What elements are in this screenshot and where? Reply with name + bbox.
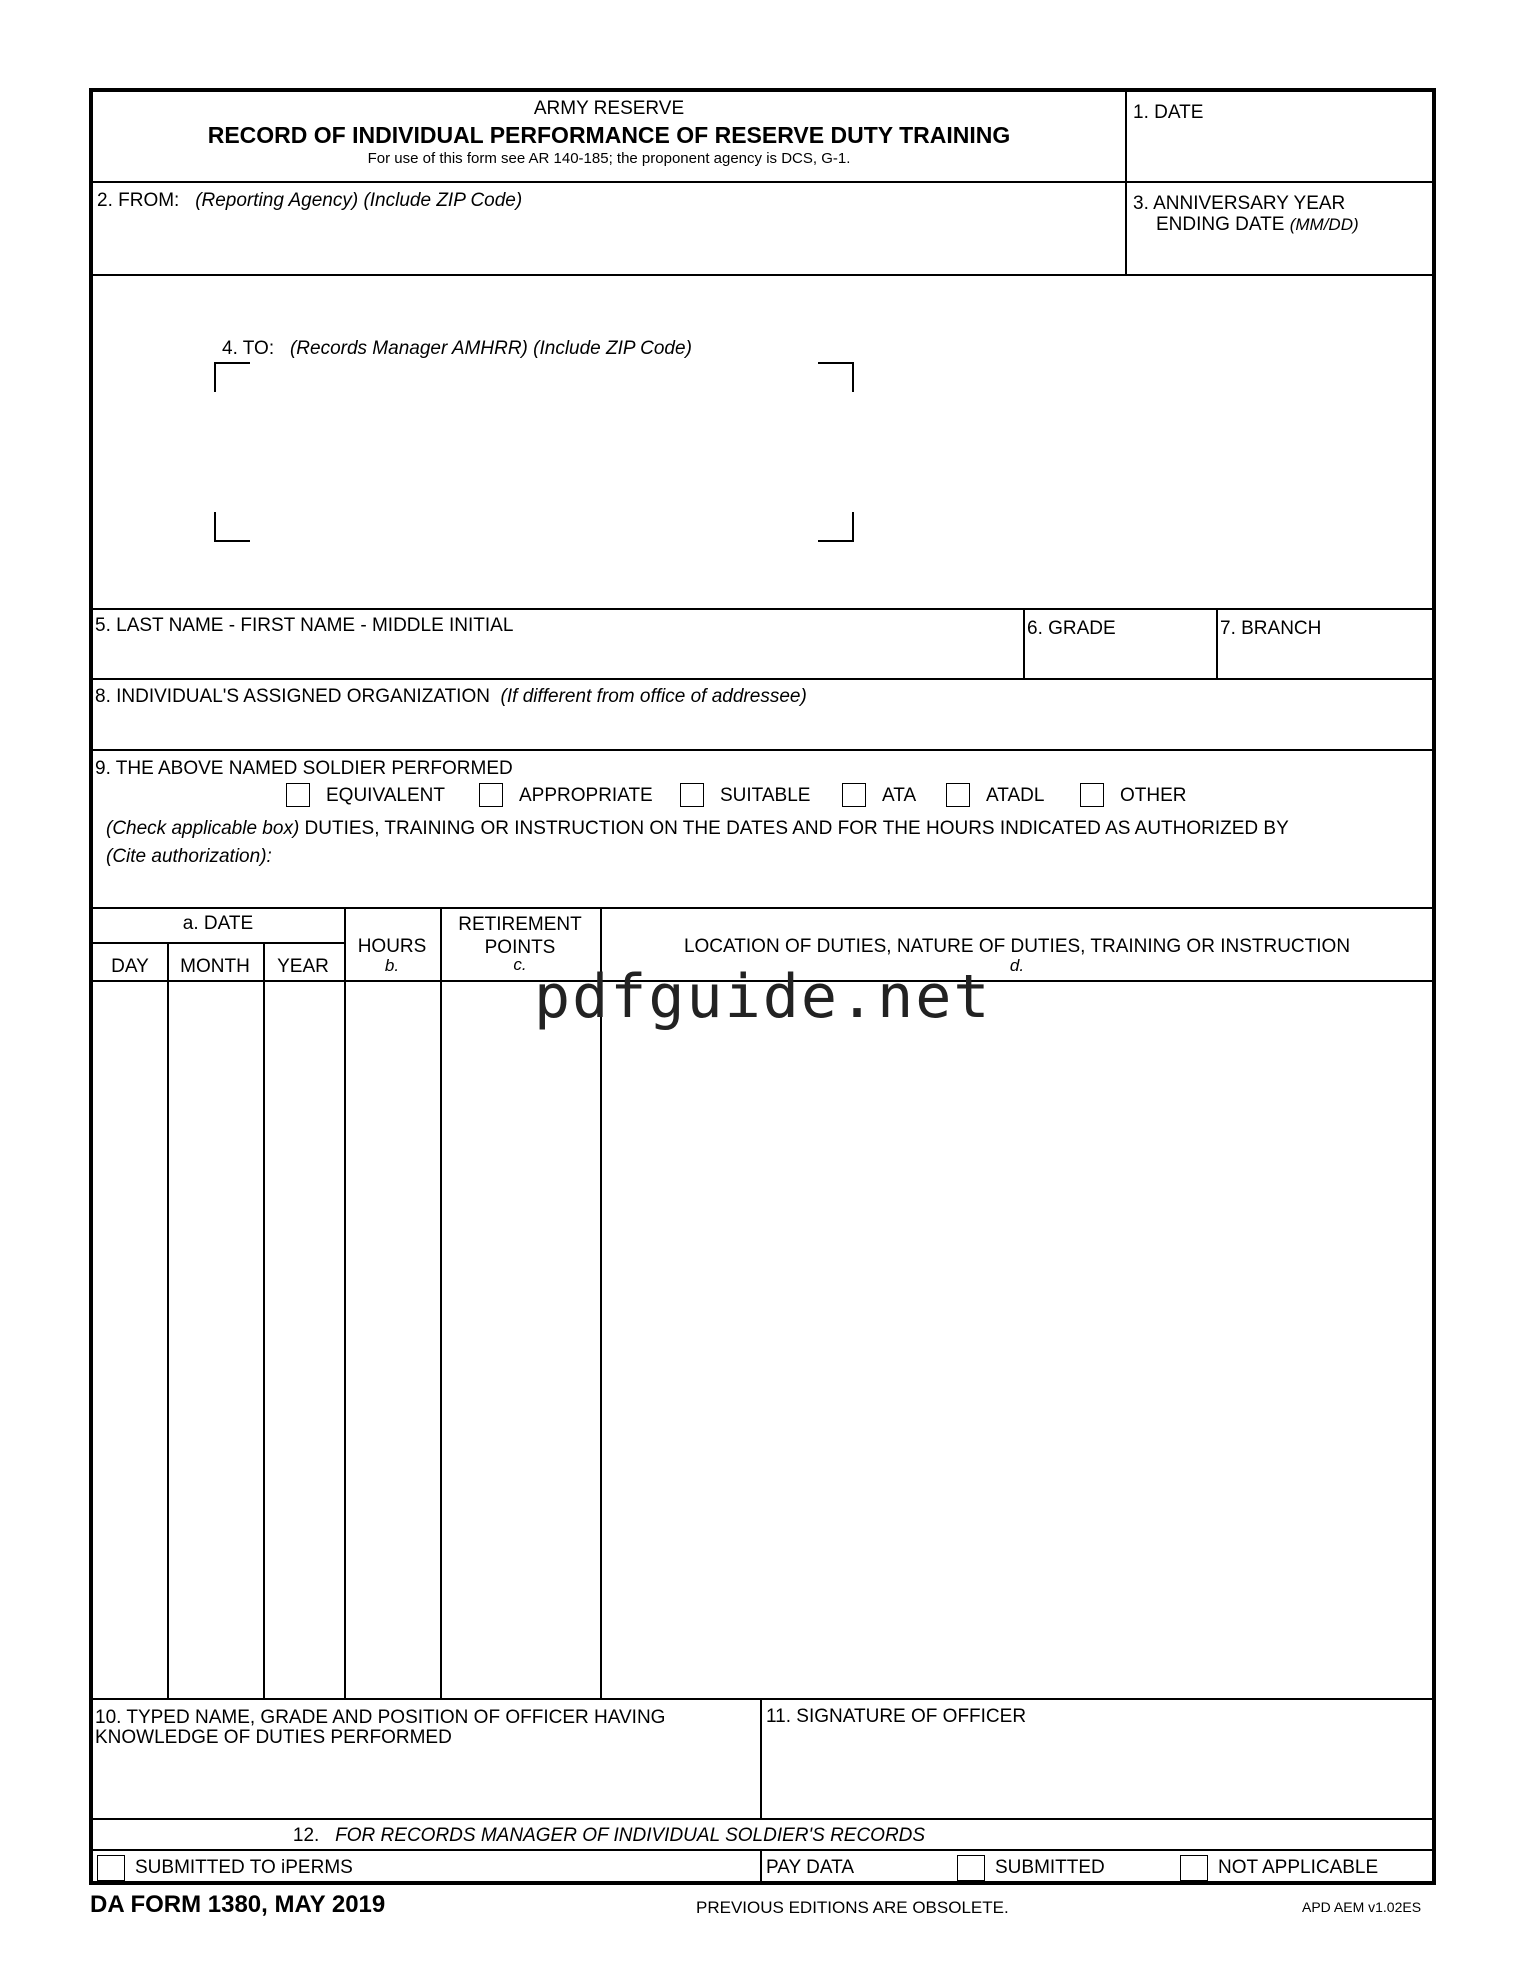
from-hint: (Reporting Agency) (Include ZIP Code) xyxy=(195,190,523,211)
officer-line1: 10. TYPED NAME, GRADE AND POSITION OF OFFICER HAVING xyxy=(95,1707,666,1728)
ata-label: ATA xyxy=(882,785,917,806)
submitted-iperms-checkbox[interactable] xyxy=(97,1855,125,1881)
date-label: 1. DATE xyxy=(1133,102,1204,123)
anniversary-label xyxy=(1133,193,1359,235)
cite-authorization-label: (Cite authorization): xyxy=(106,846,272,867)
points-column-cells[interactable] xyxy=(442,982,599,1696)
location-sub: d. xyxy=(1009,956,1025,975)
year-column-cells[interactable] xyxy=(265,982,343,1696)
hours-label: HOURS xyxy=(357,936,427,957)
location-column-cells[interactable] xyxy=(602,982,1431,1696)
version-label: APD AEM v1.02ES xyxy=(1302,1899,1422,1915)
duties-statement xyxy=(106,818,1289,839)
officer-line2: KNOWLEDGE OF DUTIES PERFORMED xyxy=(95,1727,452,1748)
appropriate-label: APPROPRIATE xyxy=(519,785,653,806)
day-header: DAY xyxy=(111,956,149,977)
to-label xyxy=(222,338,692,359)
month-column-cells[interactable] xyxy=(169,982,262,1696)
to-address-field[interactable] xyxy=(219,367,849,537)
form-subtitle: For use of this form see AR 140-185; the proponent agency is DCS, G-1. xyxy=(367,150,851,167)
submitted-label: SUBMITTED xyxy=(995,1857,1105,1878)
officer-name-label xyxy=(95,1708,665,1748)
pay-data-label: PAY DATA xyxy=(766,1857,854,1878)
date-field[interactable] xyxy=(1127,128,1432,178)
anniversary-field[interactable] xyxy=(1127,238,1432,272)
other-label: OTHER xyxy=(1120,785,1187,806)
duties-text: DUTIES, TRAINING OR INSTRUCTION ON THE DATES AND FOR THE HOURS INDICATED AS AUTHORIZED BY xyxy=(304,818,1289,839)
form-title: RECORD OF INDIVIDUAL PERFORMANCE OF RESERVE DUTY TRAINING xyxy=(207,122,1011,148)
hours-header xyxy=(344,937,440,975)
retirement-label: RETIREMENT xyxy=(458,914,582,935)
signature-field[interactable] xyxy=(763,1730,1431,1816)
name-label: 5. LAST NAME - FIRST NAME - MIDDLE INITIAL xyxy=(95,615,514,636)
atadl-checkbox[interactable] xyxy=(946,783,970,807)
appropriate-checkbox[interactable] xyxy=(479,783,503,807)
check-hint: (Check applicable box) xyxy=(106,818,300,839)
officer-name-field[interactable] xyxy=(95,1752,758,1812)
watermark: pdfguide.net xyxy=(534,962,992,1032)
submitted-iperms-label: SUBMITTED TO iPERMS xyxy=(135,1857,353,1878)
grade-label: 6. GRADE xyxy=(1027,618,1116,639)
from-field[interactable] xyxy=(95,214,1123,272)
anniversary-hint: (MM/DD) xyxy=(1289,215,1359,234)
form-header xyxy=(93,98,1125,168)
branch-label: 7. BRANCH xyxy=(1220,618,1322,639)
section12-text: FOR RECORDS MANAGER OF INDIVIDUAL SOLDIER'S RECORDS xyxy=(335,1825,926,1846)
anniversary-line1: 3. ANNIVERSARY YEAR xyxy=(1133,193,1346,214)
location-label: LOCATION OF DUTIES, NATURE OF DUTIES, TRAINING OR INSTRUCTION xyxy=(683,936,1351,957)
hours-column-cells[interactable] xyxy=(346,982,439,1696)
section12-title xyxy=(93,1825,1125,1846)
to-number: 4. TO: xyxy=(222,338,275,359)
not-applicable-label: NOT APPLICABLE xyxy=(1218,1857,1379,1878)
year-header: YEAR xyxy=(277,956,329,977)
organization-hint: (If different from office of addressee) xyxy=(500,686,807,707)
month-header: MONTH xyxy=(180,956,250,977)
points-label: POINTS xyxy=(484,937,556,958)
retirement-sub: c. xyxy=(513,955,527,974)
branch-field[interactable] xyxy=(1219,640,1431,676)
form-id: DA FORM 1380, MAY 2019 xyxy=(90,1891,386,1918)
equivalent-checkbox[interactable] xyxy=(286,783,310,807)
submitted-checkbox[interactable] xyxy=(957,1855,985,1881)
day-column-cells[interactable] xyxy=(95,982,166,1696)
from-label xyxy=(97,190,522,211)
to-hint: (Records Manager AMHRR) (Include ZIP Code) xyxy=(289,338,692,359)
agency-label: ARMY RESERVE xyxy=(533,98,685,119)
authorization-field[interactable] xyxy=(293,844,1423,870)
grade-field[interactable] xyxy=(1026,640,1214,676)
section12-number: 12. xyxy=(292,1825,320,1846)
signature-label: 11. SIGNATURE OF OFFICER xyxy=(766,1706,1027,1727)
not-applicable-checkbox[interactable] xyxy=(1180,1855,1208,1881)
other-checkbox[interactable] xyxy=(1080,783,1104,807)
hours-sub: b. xyxy=(384,956,400,975)
date-group-header: a. DATE xyxy=(182,913,254,934)
organization-field[interactable] xyxy=(95,709,1431,747)
section9-heading: 9. THE ABOVE NAMED SOLDIER PERFORMED xyxy=(95,758,513,779)
name-field[interactable] xyxy=(95,638,1020,676)
suitable-label: SUITABLE xyxy=(720,785,811,806)
organization-label xyxy=(95,686,807,707)
from-number: 2. FROM: xyxy=(97,190,180,211)
organization-text: 8. INDIVIDUAL'S ASSIGNED ORGANIZATION xyxy=(95,686,490,707)
anniversary-line2: ENDING DATE xyxy=(1156,214,1285,235)
ata-checkbox[interactable] xyxy=(842,783,866,807)
obsolete-notice: PREVIOUS EDITIONS ARE OBSOLETE. xyxy=(696,1898,1009,1917)
atadl-label: ATADL xyxy=(986,785,1045,806)
equivalent-label: EQUIVALENT xyxy=(326,785,445,806)
suitable-checkbox[interactable] xyxy=(680,783,704,807)
